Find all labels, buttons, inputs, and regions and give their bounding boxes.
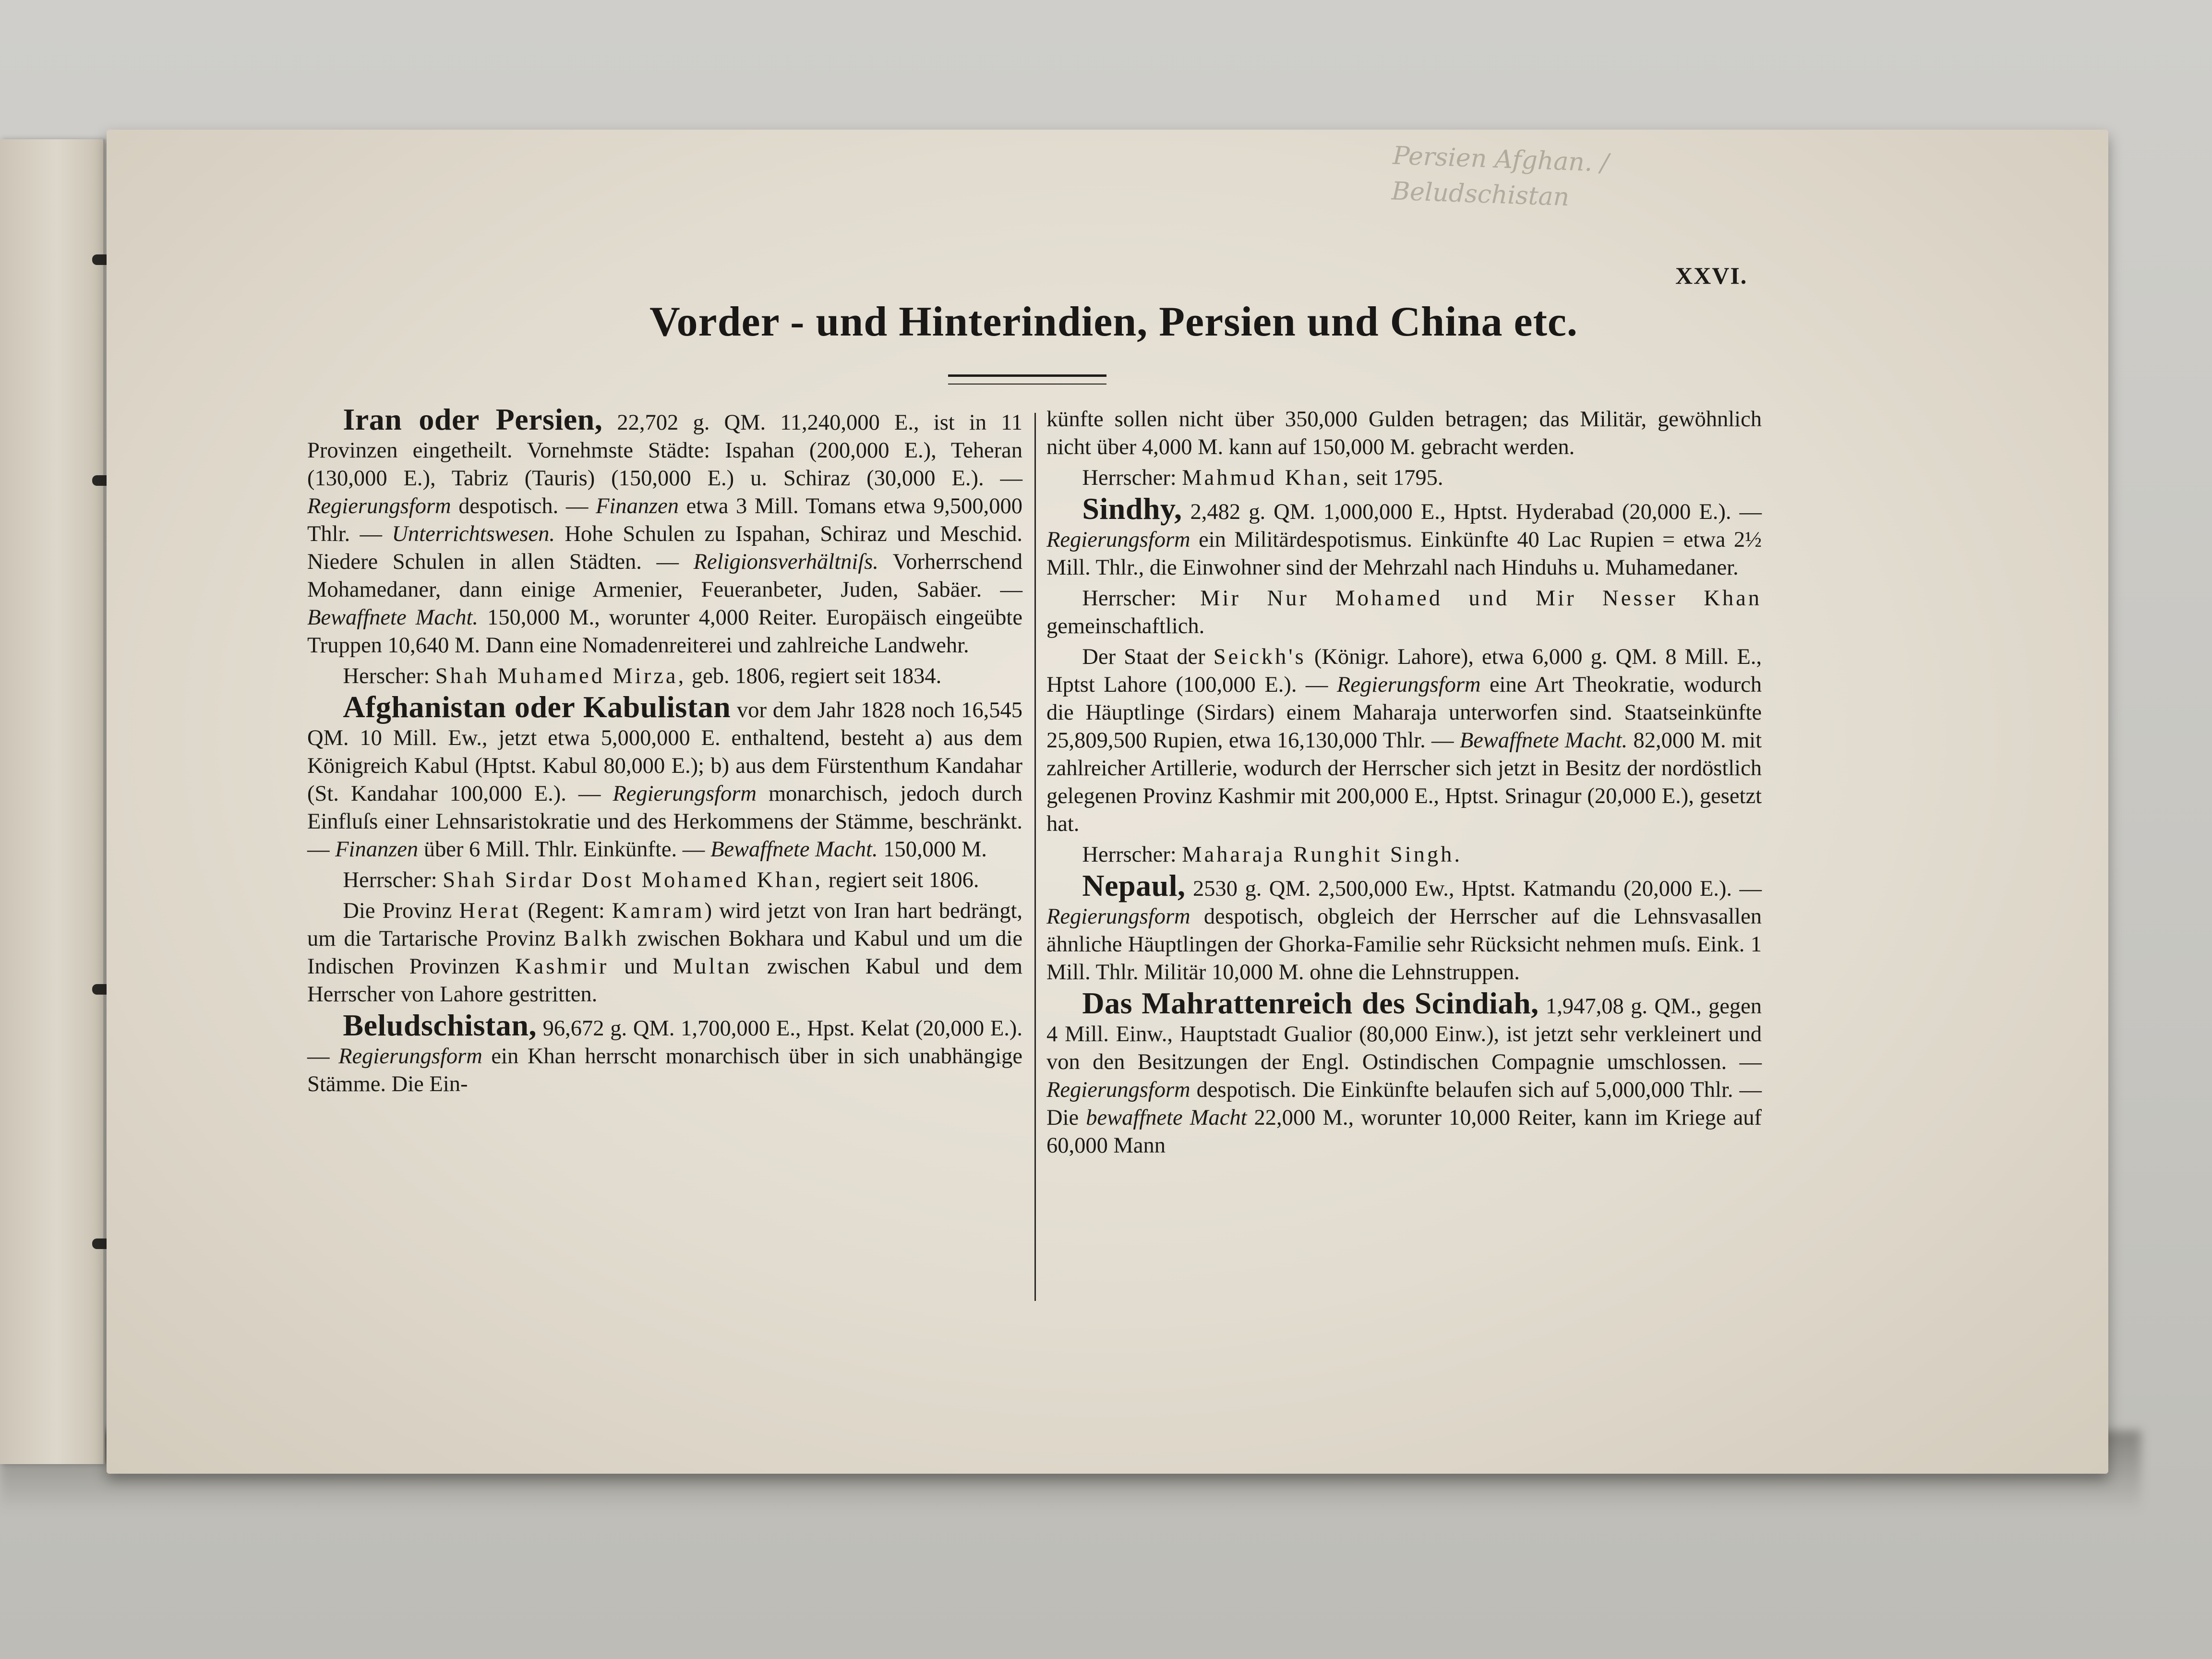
sindhy-text: 2,482 g. QM. 1,000,000 E., Hptst. Hyderabad (20,000 E.). — [1182, 500, 1762, 524]
handwritten-note: Persien Afghan. / Beludschistan [1391, 141, 1610, 212]
mahratten-text: 1,947,08 g. QM., gegen 4 Mill. Einw., Hauptstadt Gualior (80,000 Einw.), ist jetzt sehr verkleinert und von den Besitzungen der Engl. Ostindischen Compagnie umschlossen. — [1046, 994, 1762, 1074]
herat-text: zwischen Kabul und dem Herrscher von Lahore gestritten. [307, 954, 1022, 1007]
left-page-edge [0, 139, 105, 1464]
iran-text: Vorherrschend Mohamedaner, dann einige Armenier, Feueranbeter, Juden, Sabäer. — [307, 550, 1022, 602]
page-number: XXVI. [1675, 262, 1748, 289]
title-divider [948, 374, 1106, 385]
balkh-name: Balkh [564, 926, 629, 951]
afghan-text: über 6 Mill. Thlr. Einkünfte. — [418, 837, 710, 862]
ruler-rest: seit 1795. [1351, 466, 1443, 490]
kashmir-name: Kashmir [515, 954, 609, 979]
mahratten-heading: Das Mahrattenreich des Scindiah, [1082, 986, 1539, 1020]
sindhy-paragraph [1046, 492, 1762, 582]
nepaul-text: 2530 g. QM. 2,500,000 Ew., Hptst. Katmandu (20,000 E.). — [1185, 877, 1762, 901]
bewaffnete-macht-label: Bewaffnete Macht. [710, 837, 878, 862]
ruler-name: Shah Sirdar Dost Mohamed Khan, [443, 868, 823, 892]
herat-text: und [609, 954, 673, 979]
bewaffnete-macht-label: bewaffnete Macht [1086, 1106, 1247, 1130]
iran-text: Hohe Schulen zu Ispahan, Schiraz und Meschid. Niedere Schulen in allen Städten. — [307, 522, 1022, 574]
ruler-name: Maharaja Runghit Singh. [1182, 842, 1463, 867]
herat-text: zwischen Bokhara und Kabul und um die Indischen Provinzen [307, 926, 1022, 979]
finanzen-label: Finanzen [335, 837, 419, 862]
unterrichtswesen-label: Unterrichtswesen. [392, 522, 555, 546]
beludschistan-heading: Beludschistan, [343, 1008, 537, 1042]
iran-text: etwa 3 Mill. Tomans etwa 9,500,000 Thlr. — [307, 494, 1023, 546]
ruler-name: Mir Nur Mohamed und Mir Nesser Khan [1200, 586, 1762, 611]
belud-text: 96,672 g. QM. 1,700,000 E., Hpst. Kelat (20,000 E.). — [307, 1016, 1022, 1069]
regierungsform-label: Regierungsform [1336, 673, 1481, 697]
finanzen-label: Finanzen [595, 494, 679, 518]
regierungsform-label: Regierungsform [613, 781, 757, 806]
mahratten-text: despotisch. Die Einkünfte belaufen sich auf 5,000,000 Thlr. — Die [1046, 1078, 1762, 1130]
herat-text: Die Provinz [343, 899, 459, 923]
afghan-text: vor dem Jahr 1828 noch 16,545 QM. 10 Mill. Ew., jetzt etwa 5,000,000 E. enthaltend, besteht a) aus dem Königreich Kabul (Hptst. Kabul 80,000 E.); b) aus dem Fürstenthum Kandahar (St. Kandahar 100,000 E.). — [307, 698, 1022, 806]
ruler-rest: geb. 1806, regiert seit 1834. [686, 664, 942, 688]
herat-text: ) wird jetzt von Iran hart bedrängt, um die Tartarische Provinz [307, 899, 1023, 951]
religion-label: Religionsverhältniſs. [693, 550, 878, 574]
beludschistan-continued [1046, 406, 1762, 461]
beludschistan-paragraph [307, 1008, 1022, 1098]
page-title: Vorder - und Hinterindien, Persien und China etc. [649, 299, 1578, 345]
iran-text: 22,702 g. QM. 11,240,000 E., ist in 11 Provinzen eingetheilt. Vornehmste Städte: Ispahan (200,000 E.), Teheran (130,000 E.), Tabriz (Tauris) (150,000 E.) u. Schiraz (30,000 E.). — [307, 410, 1023, 491]
seickh-text: Der Staat der [1082, 645, 1214, 669]
afghanistan-heading: Afghanistan oder Kabulistan [343, 690, 731, 724]
seickh-paragraph [1046, 643, 1762, 838]
seickh-text: 82,000 M. mit zahlreicher Artillerie, wodurch der Herrscher sich jetzt in Besitz der nordöstlich gelegenen Provinz Kashmir mit 200,000 E., Hptst. Srinagur (20,000 E.), gesetzt hat. [1046, 728, 1762, 836]
herat-paragraph [307, 897, 1022, 1009]
sindhy-text: ein Militärdespotismus. Einkünfte 40 Lac Rupien = etwa 2½ Mill. Thlr., die Einwohner sind der Mehrzahl nach Hinduhs u. Muhamedaner. [1046, 528, 1762, 580]
iran-ruler [307, 662, 1022, 690]
afghanistan-paragraph [307, 690, 1022, 864]
seickh-text: (Königr. Lahore), etwa 6,000 g. QM. 8 Mill. E., Hptst Lahore (100,000 E.). — [1046, 645, 1762, 697]
bewaffnete-macht-label: Bewaffnete Macht. [307, 605, 479, 630]
nepaul-heading: Nepaul, [1082, 868, 1186, 902]
seickh-name: Seickh's [1213, 645, 1306, 669]
regierungsform-label: Regierungsform [1046, 528, 1190, 552]
afghan-ruler [307, 866, 1022, 894]
regierungsform-label: Regierungsform [307, 494, 451, 518]
belud-ruler [1046, 464, 1762, 492]
seickh-text: eine Art Theokratie, wodurch die Häuptlinge (Sirdars) einem Maharaja unterworfen sind. Staatseinkünfte 25,809,500 Rupien, etwa 16,130,000 Thlr. — [1046, 673, 1762, 753]
sindhy-heading: Sindhy, [1082, 492, 1182, 526]
ruler-name: Shah Muhamed Mirza, [435, 664, 686, 688]
sindhy-ruler [1046, 585, 1762, 640]
iran-text: despotisch. — [451, 494, 596, 518]
ruler-label: Herrscher: [1082, 586, 1201, 611]
mahratten-text: 22,000 M., worunter 10,000 Reiter, kann im Kriege auf 60,000 Mann [1046, 1106, 1762, 1158]
iran-paragraph [307, 402, 1023, 660]
herat-text: (Regent: [520, 899, 612, 923]
belud-text: ein Khan herrscht monarchisch über in sich unabhängige Stämme. Die Ein- [307, 1044, 1022, 1096]
multan-name: Multan [673, 954, 752, 979]
ruler-label: Herrscher: [343, 868, 443, 892]
herat-regent: Kamram [612, 899, 705, 923]
ruler-label: Herscher: [343, 664, 435, 688]
nepaul-paragraph [1046, 868, 1762, 986]
bewaffnete-macht-label: Bewaffnete Macht. [1459, 728, 1628, 753]
seickh-ruler [1046, 841, 1762, 869]
mahratten-paragraph [1046, 986, 1762, 1160]
herat-name: Herat [459, 899, 521, 923]
belud-text: künfte sollen nicht über 350,000 Gulden betragen; das Militär, gewöhnlich nicht über 4,000 M. kann auf 150,000 M. gebracht werden. [1046, 407, 1762, 459]
ruler-label: Herrscher: [1082, 842, 1182, 867]
regierungsform-label: Regierungsform [1046, 1078, 1190, 1102]
iran-text: 150,000 M., worunter 4,000 Reiter. Europäisch eingeübte Truppen 10,640 M. Dann eine Nomadenreiterei und zahlreiche Landwehr. [307, 605, 1022, 658]
column-divider [1034, 413, 1036, 1301]
ruler-rest: regiert seit 1806. [823, 868, 979, 892]
ruler-rest: gemeinschaftlich. [1046, 614, 1205, 638]
afghan-text: monarchisch, jedoch durch Einfluſs einer Lehnsaristokratie und des Herkommens der Stämme, beschränkt. — [307, 781, 1022, 862]
ruler-label: Herrscher: [1082, 466, 1182, 490]
left-column [307, 402, 1023, 1101]
nepaul-text: despotisch, obgleich der Herrscher auf die Lehnsvasallen ähnliche Häuptlingen der Ghorka-Familie sehr Rücksicht nehmen muſs. Eink. 1 Mill. Thlr. Militär 10,000 M. ohne die Lehnstruppen. [1046, 904, 1762, 985]
regierungsform-label: Regierungsform [338, 1044, 482, 1069]
right-column [1046, 406, 1762, 1163]
ruler-name: Mahmud Khan, [1182, 466, 1351, 490]
regierungsform-label: Regierungsform [1046, 904, 1190, 929]
afghan-text: 150,000 M. [878, 837, 987, 862]
iran-heading: Iran oder Persien, [343, 402, 603, 436]
